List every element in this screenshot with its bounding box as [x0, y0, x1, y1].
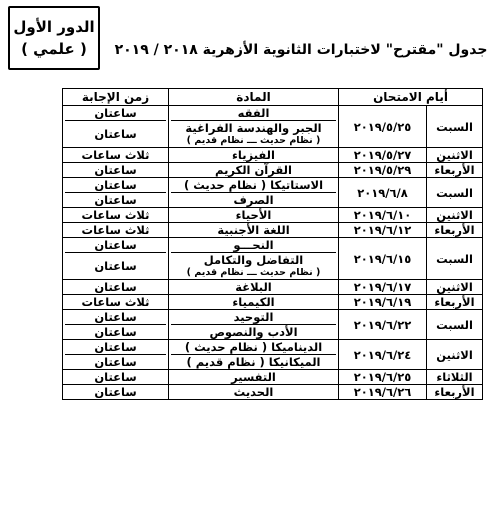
subject-cell: [169, 310, 339, 340]
duration-cell: [63, 340, 169, 370]
subject-entry: [171, 106, 336, 120]
exam-date: ٢٠١٩/٦/١٠: [339, 208, 427, 223]
table-row: [63, 385, 483, 400]
duration-cell: [63, 280, 169, 295]
exam-day: الأربعاء: [427, 385, 483, 400]
duration-value: ساعتان: [94, 370, 137, 384]
exam-day: الأربعاء: [427, 295, 483, 310]
exam-date: ٢٠١٩/٦/٢٦: [339, 385, 427, 400]
subject-cell: [169, 223, 339, 238]
duration-cell: [63, 208, 169, 223]
duration-cell: [63, 385, 169, 400]
subject-entry: [171, 238, 336, 252]
subject-entry: [171, 370, 336, 384]
exam-day: الثلاثاء: [427, 370, 483, 385]
subject-name: الميكانيكا ( نظام قديم ): [186, 355, 321, 369]
subject-entry: [171, 192, 336, 207]
table-row: [63, 340, 483, 370]
subject-cell: [169, 208, 339, 223]
exam-day: الاثنين: [427, 208, 483, 223]
subject-entry: [171, 148, 336, 162]
duration-value: ساعتان: [94, 106, 137, 120]
subject-name: القرآن الكريم: [215, 163, 292, 177]
subject-cell: [169, 106, 339, 148]
subject-name: الحديث: [233, 385, 274, 399]
subject-entry: [171, 310, 336, 324]
subject-name: الصرف: [233, 193, 274, 207]
badge-round-label: الدور الأول: [13, 18, 95, 36]
exam-date: ٢٠١٩/٦/٨: [339, 178, 427, 208]
exam-date: ٢٠١٩/٥/٢٧: [339, 148, 427, 163]
subject-name: الفيزياء: [232, 148, 275, 162]
subject-system-note: ( نظام حديث ـــ نظام قديم ): [186, 135, 321, 146]
subject-entry: [171, 295, 336, 309]
table-row: [63, 370, 483, 385]
duration-value: ساعتان: [65, 120, 166, 147]
subject-entry: [171, 223, 336, 237]
duration-cell: [63, 238, 169, 280]
badge-section-label: ( علمي ): [21, 40, 87, 58]
exam-date: ٢٠١٩/٦/١٩: [339, 295, 427, 310]
table-row: [63, 280, 483, 295]
subject-entry: [171, 354, 336, 369]
table-header-row: [63, 89, 483, 106]
subject-entry: [171, 385, 336, 399]
subject-entry: [171, 178, 336, 192]
duration-cell: [63, 310, 169, 340]
exam-day: السبت: [427, 310, 483, 340]
subject-name: الكيمياء: [232, 295, 275, 309]
duration-cell: [63, 148, 169, 163]
exam-day: الاثنين: [427, 148, 483, 163]
subject-name: اللغة الأجنبية: [217, 223, 290, 237]
duration-value: ثلاث ساعات: [81, 148, 150, 162]
exam-day: السبت: [427, 238, 483, 280]
subject-name: الفقه: [237, 106, 270, 120]
duration-value: ساعتان: [65, 192, 166, 207]
exam-day: السبت: [427, 106, 483, 148]
subject-entry: [171, 340, 336, 354]
exam-date: ٢٠١٩/٦/١٢: [339, 223, 427, 238]
exam-date: ٢٠١٩/٥/٢٥: [339, 106, 427, 148]
subject-cell: [169, 385, 339, 400]
subject-cell: [169, 238, 339, 280]
duration-value: ثلاث ساعات: [81, 223, 150, 237]
subject-name: الأدب والنصوص: [209, 325, 298, 339]
exam-date: ٢٠١٩/٦/٢٤: [339, 340, 427, 370]
subject-entry: [171, 163, 336, 177]
subject-cell: [169, 280, 339, 295]
header-exam-days: أيام الامتحان: [339, 89, 483, 106]
duration-cell: [63, 223, 169, 238]
subject-cell: [169, 148, 339, 163]
table-row: [63, 163, 483, 178]
duration-cell: [63, 178, 169, 208]
subject-entry: [171, 324, 336, 339]
duration-cell: [63, 163, 169, 178]
table-row: [63, 238, 483, 280]
duration-value: ساعتان: [65, 324, 166, 339]
subject-cell: [169, 178, 339, 208]
duration-value: ساعتان: [94, 340, 137, 354]
subject-name: الاستاتيكا ( نظام حديث ): [183, 178, 324, 192]
subject-cell: [169, 295, 339, 310]
duration-value: ساعتان: [94, 385, 137, 399]
subject-cell: [169, 163, 339, 178]
duration-cell: [63, 295, 169, 310]
table-row: [63, 208, 483, 223]
exam-day: الأربعاء: [427, 223, 483, 238]
subject-name: النحـــو: [233, 238, 274, 252]
duration-cell: [63, 370, 169, 385]
duration-value: ساعتان: [94, 280, 137, 294]
subject-entry: [171, 208, 336, 222]
exam-day: الاثنين: [427, 340, 483, 370]
duration-value: ساعتان: [65, 354, 166, 369]
exam-day: السبت: [427, 178, 483, 208]
exam-schedule-table: [62, 88, 483, 400]
subject-name: الديناميكا ( نظام حديث ): [184, 340, 323, 354]
exam-day: الاثنين: [427, 280, 483, 295]
subject-name: الأحياء: [235, 208, 272, 222]
table-row: [63, 223, 483, 238]
subject-name: البلاغة: [235, 280, 272, 294]
table-row: [63, 106, 483, 148]
duration-value: ساعتان: [94, 163, 137, 177]
duration-value: ثلاث ساعات: [81, 295, 150, 309]
subject-entry: [171, 252, 336, 279]
table-row: [63, 295, 483, 310]
table-row: [63, 310, 483, 340]
header-duration: زمن الإجابة: [63, 89, 169, 106]
round-badge: [8, 6, 100, 70]
page-title: جدول "مقترح" لاختبارات الثانوية الأزهرية ٢٠١٨ / ٢٠١٩: [114, 42, 488, 58]
subject-name: الجبر والهندسة الفراغية: [185, 121, 322, 135]
exam-date: ٢٠١٩/٦/٢٢: [339, 310, 427, 340]
subject-entry: [171, 120, 336, 147]
duration-value: ساعتان: [94, 178, 137, 192]
subject-name: التوحيد: [233, 310, 274, 324]
subject-name: التفاضل والتكامل: [203, 253, 304, 267]
duration-cell: [63, 106, 169, 148]
subject-name: التفسير: [231, 370, 276, 384]
subject-cell: [169, 370, 339, 385]
duration-value: ثلاث ساعات: [81, 208, 150, 222]
subject-cell: [169, 340, 339, 370]
exam-day: الأربعاء: [427, 163, 483, 178]
table-row: [63, 148, 483, 163]
exam-date: ٢٠١٩/٥/٢٩: [339, 163, 427, 178]
exam-date: ٢٠١٩/٦/١٥: [339, 238, 427, 280]
table-row: [63, 178, 483, 208]
subject-system-note: ( نظام حديث ـــ نظام قديم ): [186, 267, 321, 278]
duration-value: ساعتان: [94, 310, 137, 324]
exam-date: ٢٠١٩/٦/١٧: [339, 280, 427, 295]
exam-date: ٢٠١٩/٦/٢٥: [339, 370, 427, 385]
duration-value: ساعتان: [94, 238, 137, 252]
duration-value: ساعتان: [65, 252, 166, 279]
subject-entry: [171, 280, 336, 294]
header-subject: المادة: [169, 89, 339, 106]
